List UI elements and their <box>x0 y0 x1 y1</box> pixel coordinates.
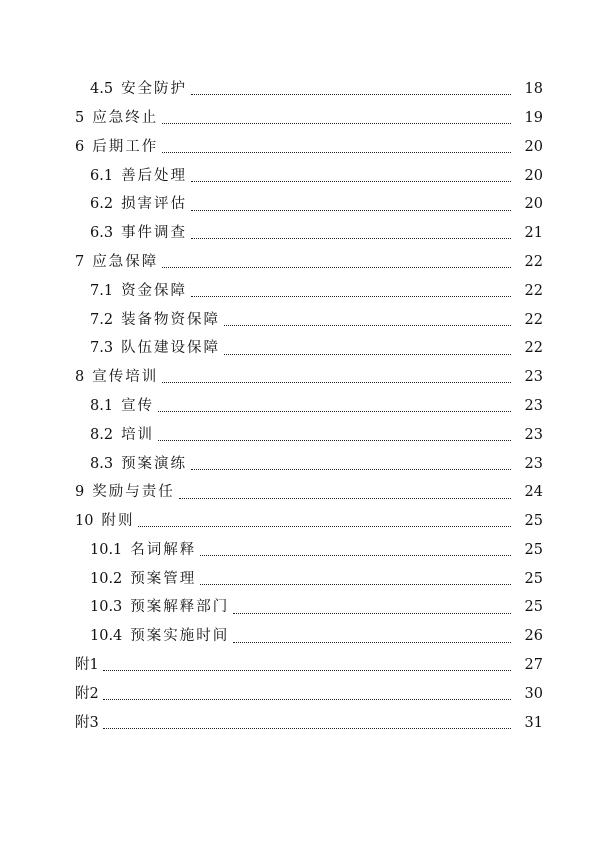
toc-entry-title: 资金保障 <box>121 282 188 299</box>
toc-entry-label <box>75 255 160 270</box>
toc-leader-dots <box>162 122 511 124</box>
toc-page-number: 20 <box>524 138 543 155</box>
toc-leader-dots <box>200 554 511 556</box>
toc-entry-title: 装备物资保障 <box>121 311 221 328</box>
toc-page-number: 25 <box>524 599 543 616</box>
toc-entry-title: 安全防护 <box>121 81 188 98</box>
toc-entry-title: 队伍建设保障 <box>121 340 221 357</box>
toc-page-number: 30 <box>524 685 543 702</box>
toc-page-number: 24 <box>524 484 543 501</box>
toc-page-number: 20 <box>524 196 543 213</box>
toc-leader-dots <box>191 93 511 95</box>
toc-entry-title: 应急保障 <box>92 253 159 270</box>
toc-entry[interactable] <box>0 363 600 392</box>
toc-leader-dots <box>233 612 511 614</box>
table-of-contents <box>0 75 600 737</box>
toc-entry-number: 附1 <box>75 657 99 674</box>
toc-entry-number: 10.3 <box>90 599 123 616</box>
toc-page-number: 23 <box>524 397 543 414</box>
toc-page-number: 20 <box>524 167 543 184</box>
toc-entry-number: 10.2 <box>90 570 123 587</box>
toc-entry[interactable] <box>0 248 600 277</box>
toc-page-number: 22 <box>524 282 543 299</box>
toc-entry-number: 10.1 <box>90 541 123 558</box>
toc-entry-title: 宣传 <box>121 397 155 414</box>
toc-leader-dots <box>103 698 511 700</box>
toc-entry[interactable] <box>0 305 600 334</box>
toc-page-number: 18 <box>524 81 543 98</box>
toc-entry-label <box>75 716 101 731</box>
toc-entry-label <box>90 629 231 644</box>
toc-entry-label <box>90 226 189 241</box>
toc-entry-label <box>75 111 160 126</box>
toc-page-number: 22 <box>524 311 543 328</box>
toc-entry-title: 损害评估 <box>121 196 188 213</box>
toc-page-number: 26 <box>524 628 543 645</box>
toc-leader-dots <box>162 266 511 268</box>
toc-entry-label <box>90 197 189 212</box>
toc-page-number: 25 <box>524 513 543 530</box>
toc-entry-number: 6.3 <box>90 225 114 242</box>
toc-page-number: 23 <box>524 369 543 386</box>
toc-entry-number: 8 <box>75 369 85 386</box>
toc-entry-title: 预案实施时间 <box>130 628 230 645</box>
toc-entry-number: 7.2 <box>90 311 114 328</box>
toc-entry-title: 后期工作 <box>92 138 159 155</box>
toc-page-number: 25 <box>524 541 543 558</box>
toc-entry-label <box>75 370 160 385</box>
toc-leader-dots <box>191 468 511 470</box>
toc-entry-number: 8.2 <box>90 426 114 443</box>
toc-entry[interactable] <box>0 565 600 594</box>
toc-entry-title: 宣传培训 <box>92 369 159 386</box>
toc-page-number: 22 <box>524 340 543 357</box>
toc-page-number: 23 <box>524 426 543 443</box>
toc-entry-number: 6.2 <box>90 196 114 213</box>
toc-entry-title: 事件调查 <box>121 225 188 242</box>
toc-entry-title: 预案解释部门 <box>130 599 230 616</box>
toc-entry[interactable] <box>0 536 600 565</box>
toc-entry-label <box>90 600 231 615</box>
toc-entry-number: 7 <box>75 253 85 270</box>
toc-entry-label <box>90 457 189 472</box>
toc-leader-dots <box>138 525 511 527</box>
toc-entry-label <box>90 169 189 184</box>
toc-entry-label <box>90 284 189 299</box>
toc-entry-title: 附则 <box>101 513 135 530</box>
toc-entry-number: 8.1 <box>90 397 114 414</box>
toc-entry-title: 奖励与责任 <box>92 484 175 501</box>
toc-leader-dots <box>103 727 511 729</box>
toc-leader-dots <box>158 410 511 412</box>
toc-entry-number: 8.3 <box>90 455 114 472</box>
toc-entry-label <box>90 399 156 414</box>
toc-leader-dots <box>103 669 511 671</box>
toc-entry-number: 9 <box>75 484 85 501</box>
toc-leader-dots <box>158 439 511 441</box>
toc-entry-label <box>90 82 189 97</box>
toc-entry[interactable] <box>0 334 600 363</box>
toc-entry[interactable] <box>0 75 600 104</box>
toc-entry-label <box>90 341 222 356</box>
toc-entry[interactable] <box>0 161 600 190</box>
toc-entry[interactable] <box>0 449 600 478</box>
toc-entry[interactable] <box>0 392 600 421</box>
toc-entry-label <box>75 514 136 529</box>
toc-page-number: 25 <box>524 570 543 587</box>
toc-leader-dots <box>191 237 511 239</box>
toc-page-number: 19 <box>524 109 543 126</box>
toc-entry[interactable] <box>0 219 600 248</box>
toc-leader-dots <box>191 180 511 182</box>
toc-entry[interactable] <box>0 507 600 536</box>
toc-leader-dots <box>162 151 511 153</box>
toc-entry-number: 6.1 <box>90 167 114 184</box>
toc-leader-dots <box>224 324 511 326</box>
toc-page-number: 22 <box>524 253 543 270</box>
toc-entry[interactable] <box>0 104 600 133</box>
toc-entry-number: 6 <box>75 138 85 155</box>
toc-entry[interactable] <box>0 277 600 306</box>
toc-page-number: 23 <box>524 455 543 472</box>
toc-entry[interactable] <box>0 709 600 738</box>
toc-entry-number: 10.4 <box>90 628 123 645</box>
toc-entry[interactable] <box>0 190 600 219</box>
toc-entry-number: 附3 <box>75 714 99 731</box>
toc-entry[interactable] <box>0 651 600 680</box>
toc-page-number: 31 <box>524 714 543 731</box>
toc-entry-label <box>75 687 101 702</box>
toc-entry-label <box>90 572 198 587</box>
toc-entry[interactable] <box>0 680 600 709</box>
toc-entry[interactable] <box>0 622 600 651</box>
toc-leader-dots <box>162 381 511 383</box>
toc-entry-label <box>75 485 177 500</box>
toc-entry-title: 名词解释 <box>130 541 197 558</box>
toc-entry[interactable] <box>0 421 600 450</box>
toc-entry-number: 附2 <box>75 685 99 702</box>
toc-leader-dots <box>200 583 511 585</box>
toc-leader-dots <box>191 209 511 211</box>
toc-page-number: 27 <box>524 657 543 674</box>
toc-page-number: 21 <box>524 225 543 242</box>
toc-entry-title: 预案演练 <box>121 455 188 472</box>
toc-entry-title: 应急终止 <box>92 109 159 126</box>
toc-entry-number: 4.5 <box>90 81 114 98</box>
toc-entry[interactable] <box>0 133 600 162</box>
toc-entry-label <box>90 543 198 558</box>
toc-entry-label <box>90 313 222 328</box>
toc-leader-dots <box>191 295 511 297</box>
toc-entry-number: 10 <box>75 513 94 530</box>
toc-entry[interactable] <box>0 478 600 507</box>
toc-entry-number: 5 <box>75 109 85 126</box>
toc-entry-label <box>75 140 160 155</box>
toc-entry-label <box>90 428 156 443</box>
toc-entry-title: 善后处理 <box>121 167 188 184</box>
toc-entry-number: 7.1 <box>90 282 114 299</box>
toc-entry-title: 培训 <box>121 426 155 443</box>
toc-leader-dots <box>224 353 511 355</box>
toc-entry[interactable] <box>0 593 600 622</box>
toc-leader-dots <box>179 497 511 499</box>
toc-entry-title: 预案管理 <box>130 570 197 587</box>
toc-leader-dots <box>233 641 511 643</box>
toc-entry-number: 7.3 <box>90 340 114 357</box>
toc-entry-label <box>75 658 101 673</box>
